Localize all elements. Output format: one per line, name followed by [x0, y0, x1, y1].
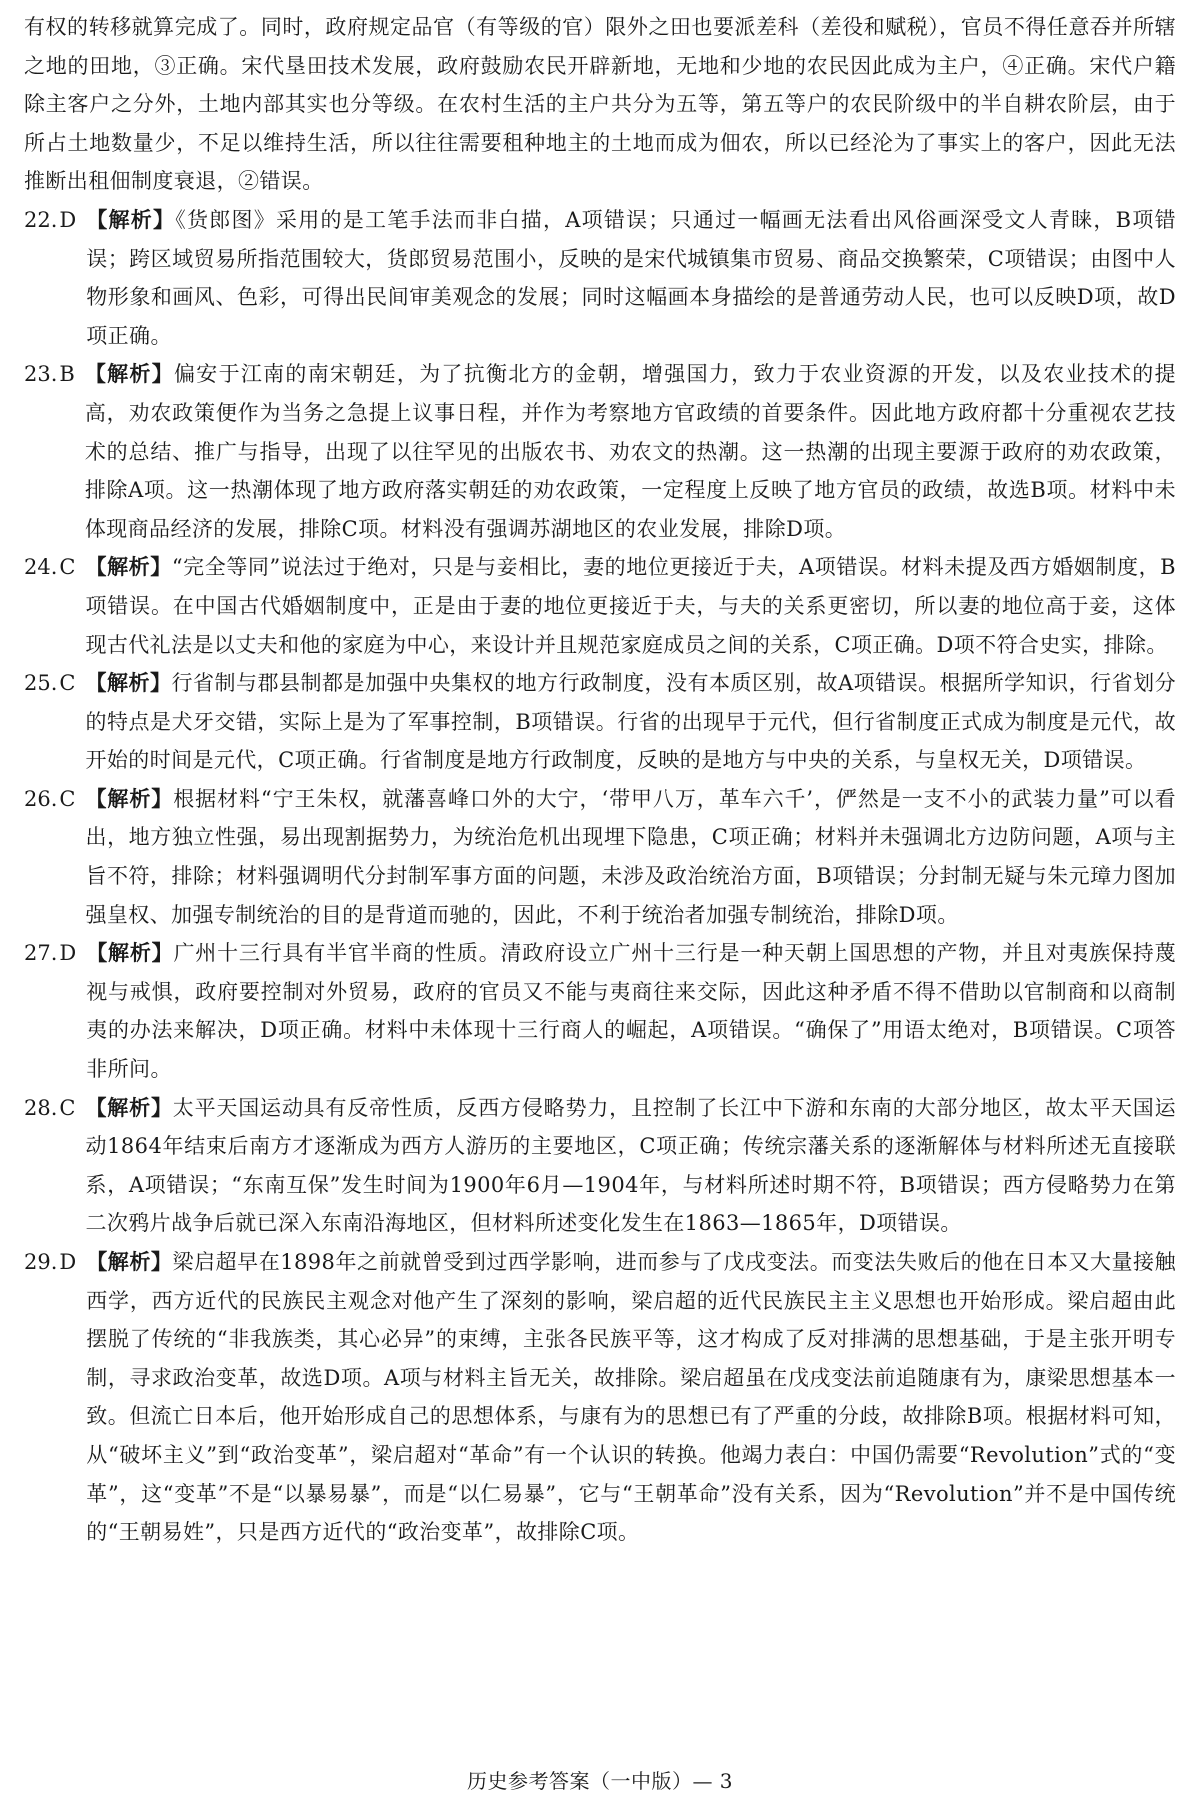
analysis-body: 广州十三行具有半官半商的性质。清政府设立广州十三行是一种天朝上国思想的产物，并且对夷族保持蔑视与戒惧，政府要控制对外贸易，政府的官员又不能与夷商往来交际，因此这种矛盾不得不借助以官制商和以商制夷的办法来解决，D项正确。材料中未体现十三行商人的崛起，A项错误。“确保了”用语太绝对，B项错误。C项答非所问。 [86, 941, 1176, 1082]
analysis-body: 《货郎图》采用的是工笔手法而非白描，A项错误；只通过一幅画无法看出风俗画深受文人青睐，B项错误；跨区域贸易所指范围较大，货郎贸易范围小，反映的是宋代城镇集市贸易、商品交换繁荣，C项错误；由图中人物形象和画风、色彩，可得出民间审美观念的发展；同时这幅画本身描绘的是普通劳动人民，也可以反映D项，故D项正确。 [86, 207, 1176, 348]
analysis-tag: 【解析】 [84, 361, 174, 387]
question-number [24, 1243, 86, 1282]
analysis-text [85, 548, 1176, 664]
item-number: 25. [24, 671, 58, 696]
answer-item [24, 548, 1176, 664]
item-number: 24. [24, 555, 58, 580]
answer-letter: D [59, 1250, 77, 1274]
answer-item [24, 201, 1176, 355]
question-number [24, 201, 86, 240]
item-number: 22. [24, 207, 58, 232]
analysis-text [85, 1089, 1176, 1243]
answer-letter: C [59, 555, 76, 580]
analysis-text [85, 780, 1176, 934]
answer-letter: C [59, 786, 76, 811]
analysis-body: 行省制与郡县制都是加强中央集权的地方行政制度，没有本质区别，故A项错误。根据所学知识，行省划分的特点是犬牙交错，实际上是为了军事控制，B项错误。行省的出现早于元代，但行省制度正式成为制度是元代，故开始的时间是元代，C项正确。行省制度是地方行政制度，反映的是地方与中央的关系，与皇权无关，D项错误。 [85, 671, 1176, 773]
item-number: 27. [24, 941, 58, 966]
answer-letter: D [59, 207, 77, 232]
answer-item [24, 355, 1176, 548]
question-number [24, 548, 85, 587]
analysis-tag: 【解析】 [86, 940, 174, 966]
answer-letter: D [59, 941, 77, 966]
answer-item [24, 664, 1176, 780]
analysis-tag: 【解析】 [85, 670, 172, 696]
item-number: 26. [24, 786, 58, 811]
question-number [24, 780, 85, 819]
answer-list [24, 201, 1176, 1552]
analysis-text [85, 355, 1176, 548]
analysis-text [86, 1243, 1176, 1552]
answer-item [24, 1089, 1176, 1243]
question-number [24, 934, 86, 973]
analysis-text [85, 664, 1176, 780]
answer-letter: B [59, 362, 75, 387]
answer-item [24, 780, 1176, 934]
intro-paragraph: 有权的转移就算完成了。同时，政府规定品官（有等级的官）限外之田也要派差科（差役和赋税），官员不得任意吞并所辖之地的田地，③正确。宋代垦田技术发展，政府鼓励农民开辟新地，无地和少地的农民因此成为主户，④正确。宋代户籍除主客户之分外，土地内部其实也分等级。在农村生活的主户共分为五等，第五等户的农民阶级中的半自耕农阶层，由于所占土地数量少，不足以维持生活，所以往往需要租种地主的土地而成为佃农，所以已经沦为了事实上的客户，因此无法推断出租佃制度衰退，②错误。 [24, 15, 1176, 194]
item-number: 29. [24, 1250, 58, 1274]
item-number: 23. [24, 362, 58, 387]
analysis-tag: 【解析】 [86, 1249, 173, 1274]
item-number: 28. [24, 1095, 58, 1120]
analysis-text [86, 934, 1176, 1088]
answer-letter: C [59, 671, 76, 696]
analysis-body: 根据材料“宁王朱权，就藩喜峰口外的大宁，‘带甲八万，革车六千’，俨然是一支不小的武装力量”可以看出，地方独立性强，易出现割据势力，为统治危机出现埋下隐患，C项正确；材料并未强调北方边防问题，A项与主旨不符，排除；材料强调明代分封制军事方面的问题，未涉及政治统治方面，B项错误；分封制无疑与朱元璋力图加强皇权、加强专制统治的目的是背道而驰的，因此，不利于统治者加强专制统治，排除D项。 [85, 786, 1176, 927]
analysis-text [86, 201, 1176, 355]
question-number [24, 664, 85, 703]
analysis-body: 太平天国运动具有反帝性质，反西方侵略势力，且控制了长江中下游和东南的大部分地区，故太平天国运动1864年结束后南方才逐渐成为西方人游历的主要地区，C项正确；传统宗藩关系的逐渐解体与材料所述无直接联系，A项错误；“东南互保”发生时间为1900年6月—1904年，与材料所述时期不符，B项错误；西方侵略势力在第二次鸦片战争后就已深入东南沿海地区，但材料所述变化发生在1863—1865年，D项错误。 [85, 1095, 1176, 1236]
analysis-tag: 【解析】 [85, 1094, 173, 1120]
analysis-body: “完全等同”说法过于绝对，只是与妾相比，妻的地位更接近于夫，A项错误。材料未提及西方婚姻制度，B项错误。在中国古代婚姻制度中，正是由于妻的地位更接近于夫，与夫的关系更密切，所以妻的地位高于妾，这体现古代礼法是以丈夫和他的家庭为中心，来设计并且规范家庭成员之间的关系，C项正确。D项不符合史实，排除。 [85, 555, 1176, 657]
page-footer: 历史参考答案（一中版）— 3 [466, 1769, 734, 1793]
answer-letter: C [59, 1095, 76, 1120]
question-number [24, 355, 85, 394]
analysis-body: 偏安于江南的南宋朝廷，为了抗衡北方的金朝，增强国力，致力于农业资源的开发，以及农业技术的提高，劝农政策便作为当务之急提上议事日程，并作为考察地方官政绩的首要条件。因此地方政府都十分重视农艺技术的总结、推广与指导，出现了以往罕见的出版农书、劝农文的热潮。这一热潮的出现主要源于政府的劝农政策，排除A项。这一热潮体现了地方政府落实朝廷的劝农政策，一定程度上反映了地方官员的政绩，故选B项。材料中未体现商品经济的发展，排除C项。材料没有强调苏湖地区的农业发展，排除D项。 [84, 362, 1176, 541]
analysis-body: 梁启超早在1898年之前就曾受到过西学影响，进而参与了戊戌变法。而变法失败后的他在日本又大量接触西学，西方近代的民族民主观念对他产生了深刻的影响，梁启超的近代民族民主主义思想也开始形成。梁启超由此摆脱了传统的“非我族类，其心必异”的束缚，主张各民族平等，这才构成了反对排满的思想基础，于是主张开明专制，寻求政治变革，故选D项。A项与材料主旨无关，故排除。梁启超虽在戊戌变法前追随康有为，康梁思想基本一致。但流亡日本后，他开始形成自己的思想体系，与康有为的思想已有了严重的分歧，故排除B项。根据材料可知，从“破坏主义”到“政治变革”，梁启超对“革命”有一个认识的转换。他竭力表白：中国仍需要“Revolution”式的“变革”，这“变革”不是“以暴易暴”，而是“以仁易暴”，它与“王朝革命”没有关系，因为“Revolution”并不是中国传统的“王朝易姓”，只是西方近代的“政治变革”，故排除C项。 [86, 1250, 1176, 1545]
analysis-tag: 【解析】 [85, 554, 172, 580]
answer-item [24, 1243, 1176, 1552]
answer-item [24, 934, 1176, 1088]
analysis-tag: 【解析】 [86, 206, 176, 232]
analysis-tag: 【解析】 [85, 785, 174, 811]
question-number [24, 1089, 85, 1128]
